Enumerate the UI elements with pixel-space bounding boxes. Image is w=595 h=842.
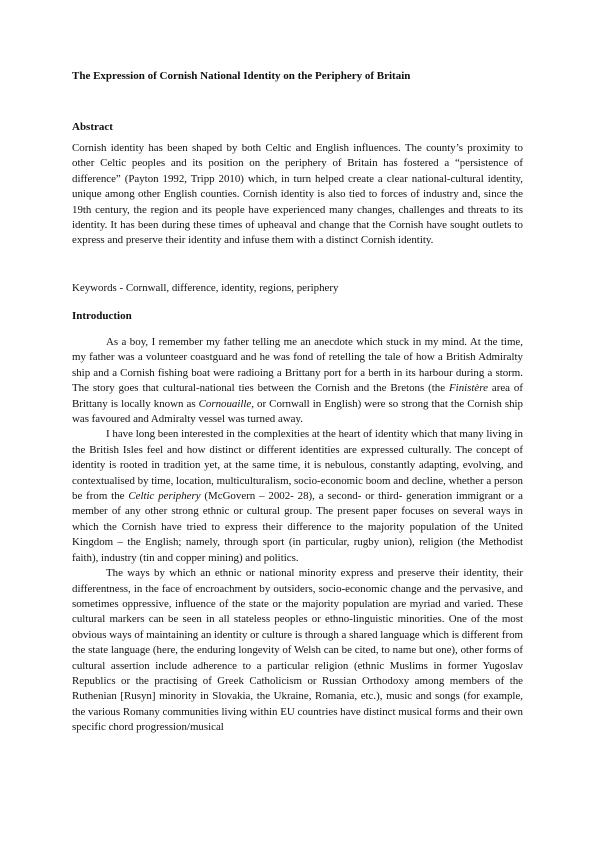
italic-term-finistere: Finistère	[449, 382, 488, 395]
paragraph-text: area of Brittany is locally known as	[72, 382, 523, 410]
paragraph-text: As a boy, I remember my father telling me an anecdote which stuck in my mind. At the time, my father was a volunteer coastguard and he was fond of retelling the tale of how a British Admiralty ship and a Cornish fishing boat were radioing a Brittany port for a berth in its harbour during a storm. The story goes that cultural-national ties between the Cornish and the Bretons (the	[72, 336, 523, 395]
paragraph-text: , or Cornwall in English) were so strong that the Cornish ship was favoured and Admiralty vessel was turned away.	[72, 397, 523, 426]
abstract-text: Cornish identity has been shaped by both Celtic and English influences. The county’s proximity to other Celtic peoples and its position on the periphery of Britain has fostered a “persistence of difference” (Payton 1992, Tripp 2010) which, in turn helped create a clear national-cultural identity, unique among other English counties. Cornish identity is also tied to forces of industry and, since the 19th century, the region and its people have experienced many changes, challenges and threats to its identity. It has been during these times of upheaval and change that the Cornish have sought outlets to express and preserve their identity and infuse them with a distinct Cornish identity.	[72, 142, 523, 247]
paragraph-identity	[72, 427, 523, 566]
introduction-body	[72, 335, 523, 736]
paragraph-anecdote	[72, 335, 523, 427]
paragraph-text: I have long been interested in the complexities at the heart of identity which that many living in the British Isles feel and how distinct or different identities are expressed culturally. The concept of identity is rooted in tradition yet, at the same time, it is nebulous, constantly adapting, evolving, and contextualised by time, location, multiculturalism, socio-economic boom and decline, whether a person be from the	[72, 428, 523, 503]
paper-title: The Expression of Cornish National Identity on the Periphery of Britain	[72, 70, 411, 82]
italic-term-celtic-periphery: Celtic periphery	[128, 490, 201, 503]
paragraph-text: (McGovern – 2002- 28), a second- or third- generation immigrant or a member of any other strong ethnic or cultural group. The present paper focuses on several ways in which the Cornish have tried to express their difference to the majority population of the United Kingdom – the English; namely, through sport (in particular, rugby union), religion (the Methodist faith), industry (tin and copper mining) and politics.	[72, 490, 524, 564]
introduction-heading: Introduction	[72, 310, 132, 322]
abstract-heading: Abstract	[72, 121, 113, 133]
keywords: Keywords - Cornwall, difference, identity, regions, periphery	[72, 282, 339, 294]
italic-term-cornouaille: Cornouaille	[198, 397, 252, 410]
paragraph-cultural-markers: The ways by which an ethnic or national minority express and preserve their identity, their differentness, in the face of encroachment by outsiders, socio-economic change and the pervasive, and sometimes oppressive, influence of the state or the majority population are myriad and varied. These cultural markers can be seen in all stateless peoples or ethno-linguistic minorities. One of the most obvious ways of maintaining an identity or culture is through a shared language which is different from the state language (here, the enduring longevity of Welsh can be cited, to name but one), other forms of cultural assertion include adherence to a particular religion (ethnic Muslims in former Yugoslav Republics or the practising of Greek Catholicism or Russian Orthodoxy among members of the Ruthenian [Rusyn] minority in Slovakia, the Ukraine, Romania, etc.), music and songs (for example, the various Romany communities living within EU countries have distinct musical forms and their own specific chord progression/musical	[72, 567, 523, 734]
